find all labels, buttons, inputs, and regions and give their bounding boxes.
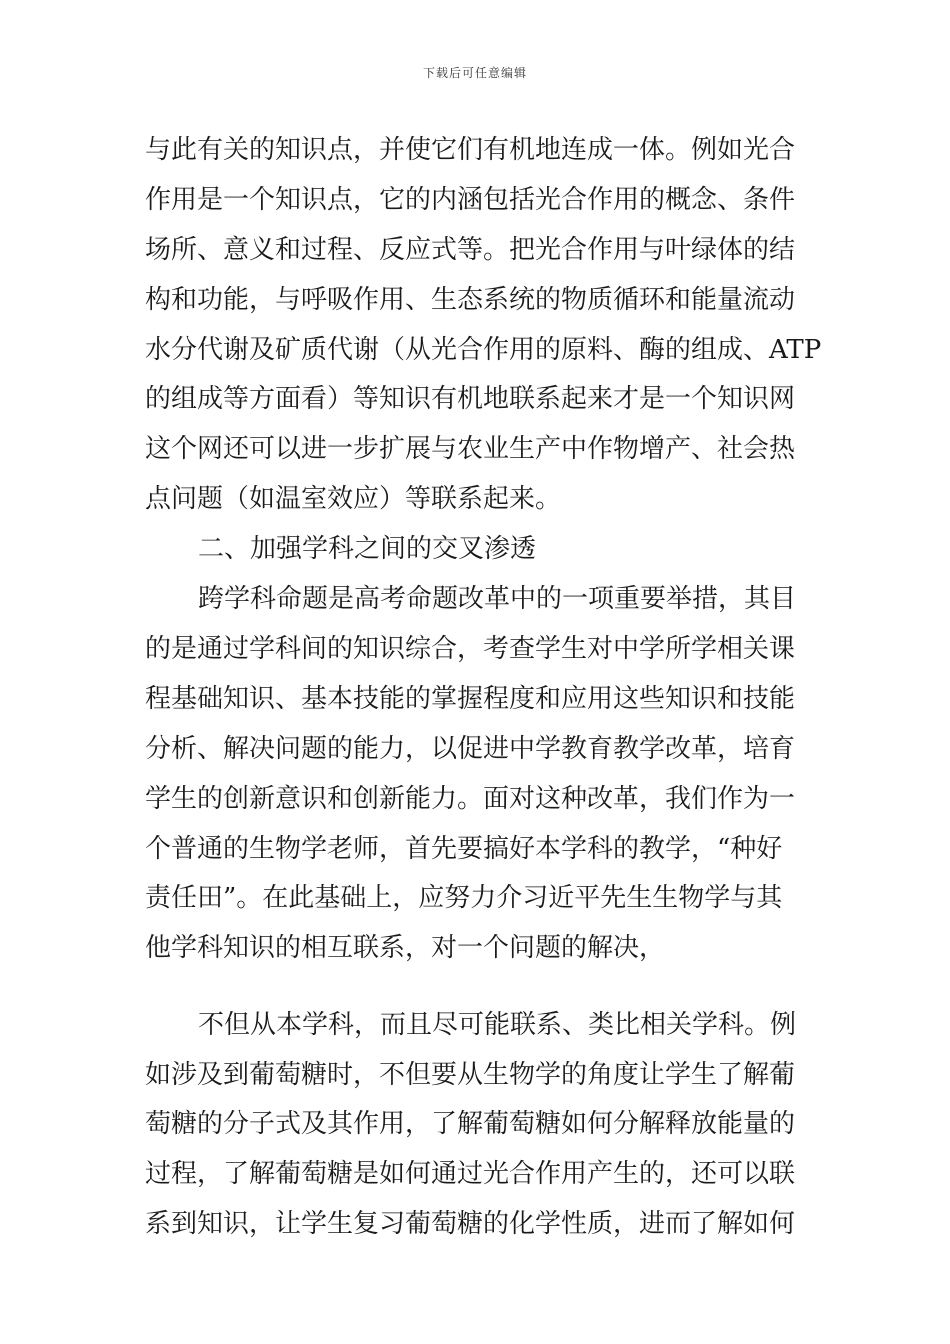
text-line: 不但从本学科，而且尽可能联系、类比相关学科。例 xyxy=(198,1010,797,1040)
text-line: 程基础知识、基本技能的掌握程度和应用这些知识和技能 xyxy=(145,684,796,714)
text-line: 萄糖的分子式及其作用，了解葡萄糖如何分解释放能量的 xyxy=(145,1109,796,1139)
text-line: 的组成等方面看）等知识有机地联系起来才是一个知识网 xyxy=(145,384,796,414)
text-line: 与此有关的知识点，并使它们有机地连成一体。例如光合 xyxy=(145,135,796,165)
text-line: 的是通过学科间的知识综合，考查学生对中学所学相关课 xyxy=(145,634,796,664)
text-line: 他学科知识的相互联系，对一个问题的解决， xyxy=(145,933,666,963)
text-line: 水分代谢及矿质代谢（从光合作用的原料、酶的组成、ATP xyxy=(145,335,822,365)
section-heading: 二、加强学科之间的交叉渗透 xyxy=(198,534,537,564)
text-line: 个普通的生物学老师，首先要搞好本学科的教学，“种好 xyxy=(145,834,783,864)
text-line: 过程，了解葡萄糖是如何通过光合作用产生的，还可以联 xyxy=(145,1159,796,1189)
text-line: 构和功能，与呼吸作用、生态系统的物质循环和能量流动 xyxy=(145,285,796,315)
text-line: 分析、解决问题的能力，以促进中学教育教学改革，培育 xyxy=(145,734,796,764)
text-line: 跨学科命题是高考命题改革中的一项重要举措，其目 xyxy=(198,584,797,614)
text-line: 作用是一个知识点，它的内涵包括光合作用的概念、条件 xyxy=(145,185,796,215)
text-line: 这个网还可以进一步扩展与农业生产中作物增产、社会热 xyxy=(145,434,796,464)
text-line: 如涉及到葡萄糖时，不但要从生物学的角度让学生了解葡 xyxy=(145,1060,796,1090)
text-line: 学生的创新意识和创新能力。面对这种改革，我们作为一 xyxy=(145,784,796,814)
page-header: 下载后可任意编辑 xyxy=(422,66,527,80)
text-line: 系到知识，让学生复习葡萄糖的化学性质，进而了解如何 xyxy=(145,1209,796,1239)
text-line: 责任田”。在此基础上，应努力介习近平先生生物学与其 xyxy=(145,883,783,913)
text-line: 场所、意义和过程、反应式等。把光合作用与叶绿体的结 xyxy=(145,235,796,265)
text-line: 点问题（如温室效应）等联系起来。 xyxy=(145,484,562,514)
